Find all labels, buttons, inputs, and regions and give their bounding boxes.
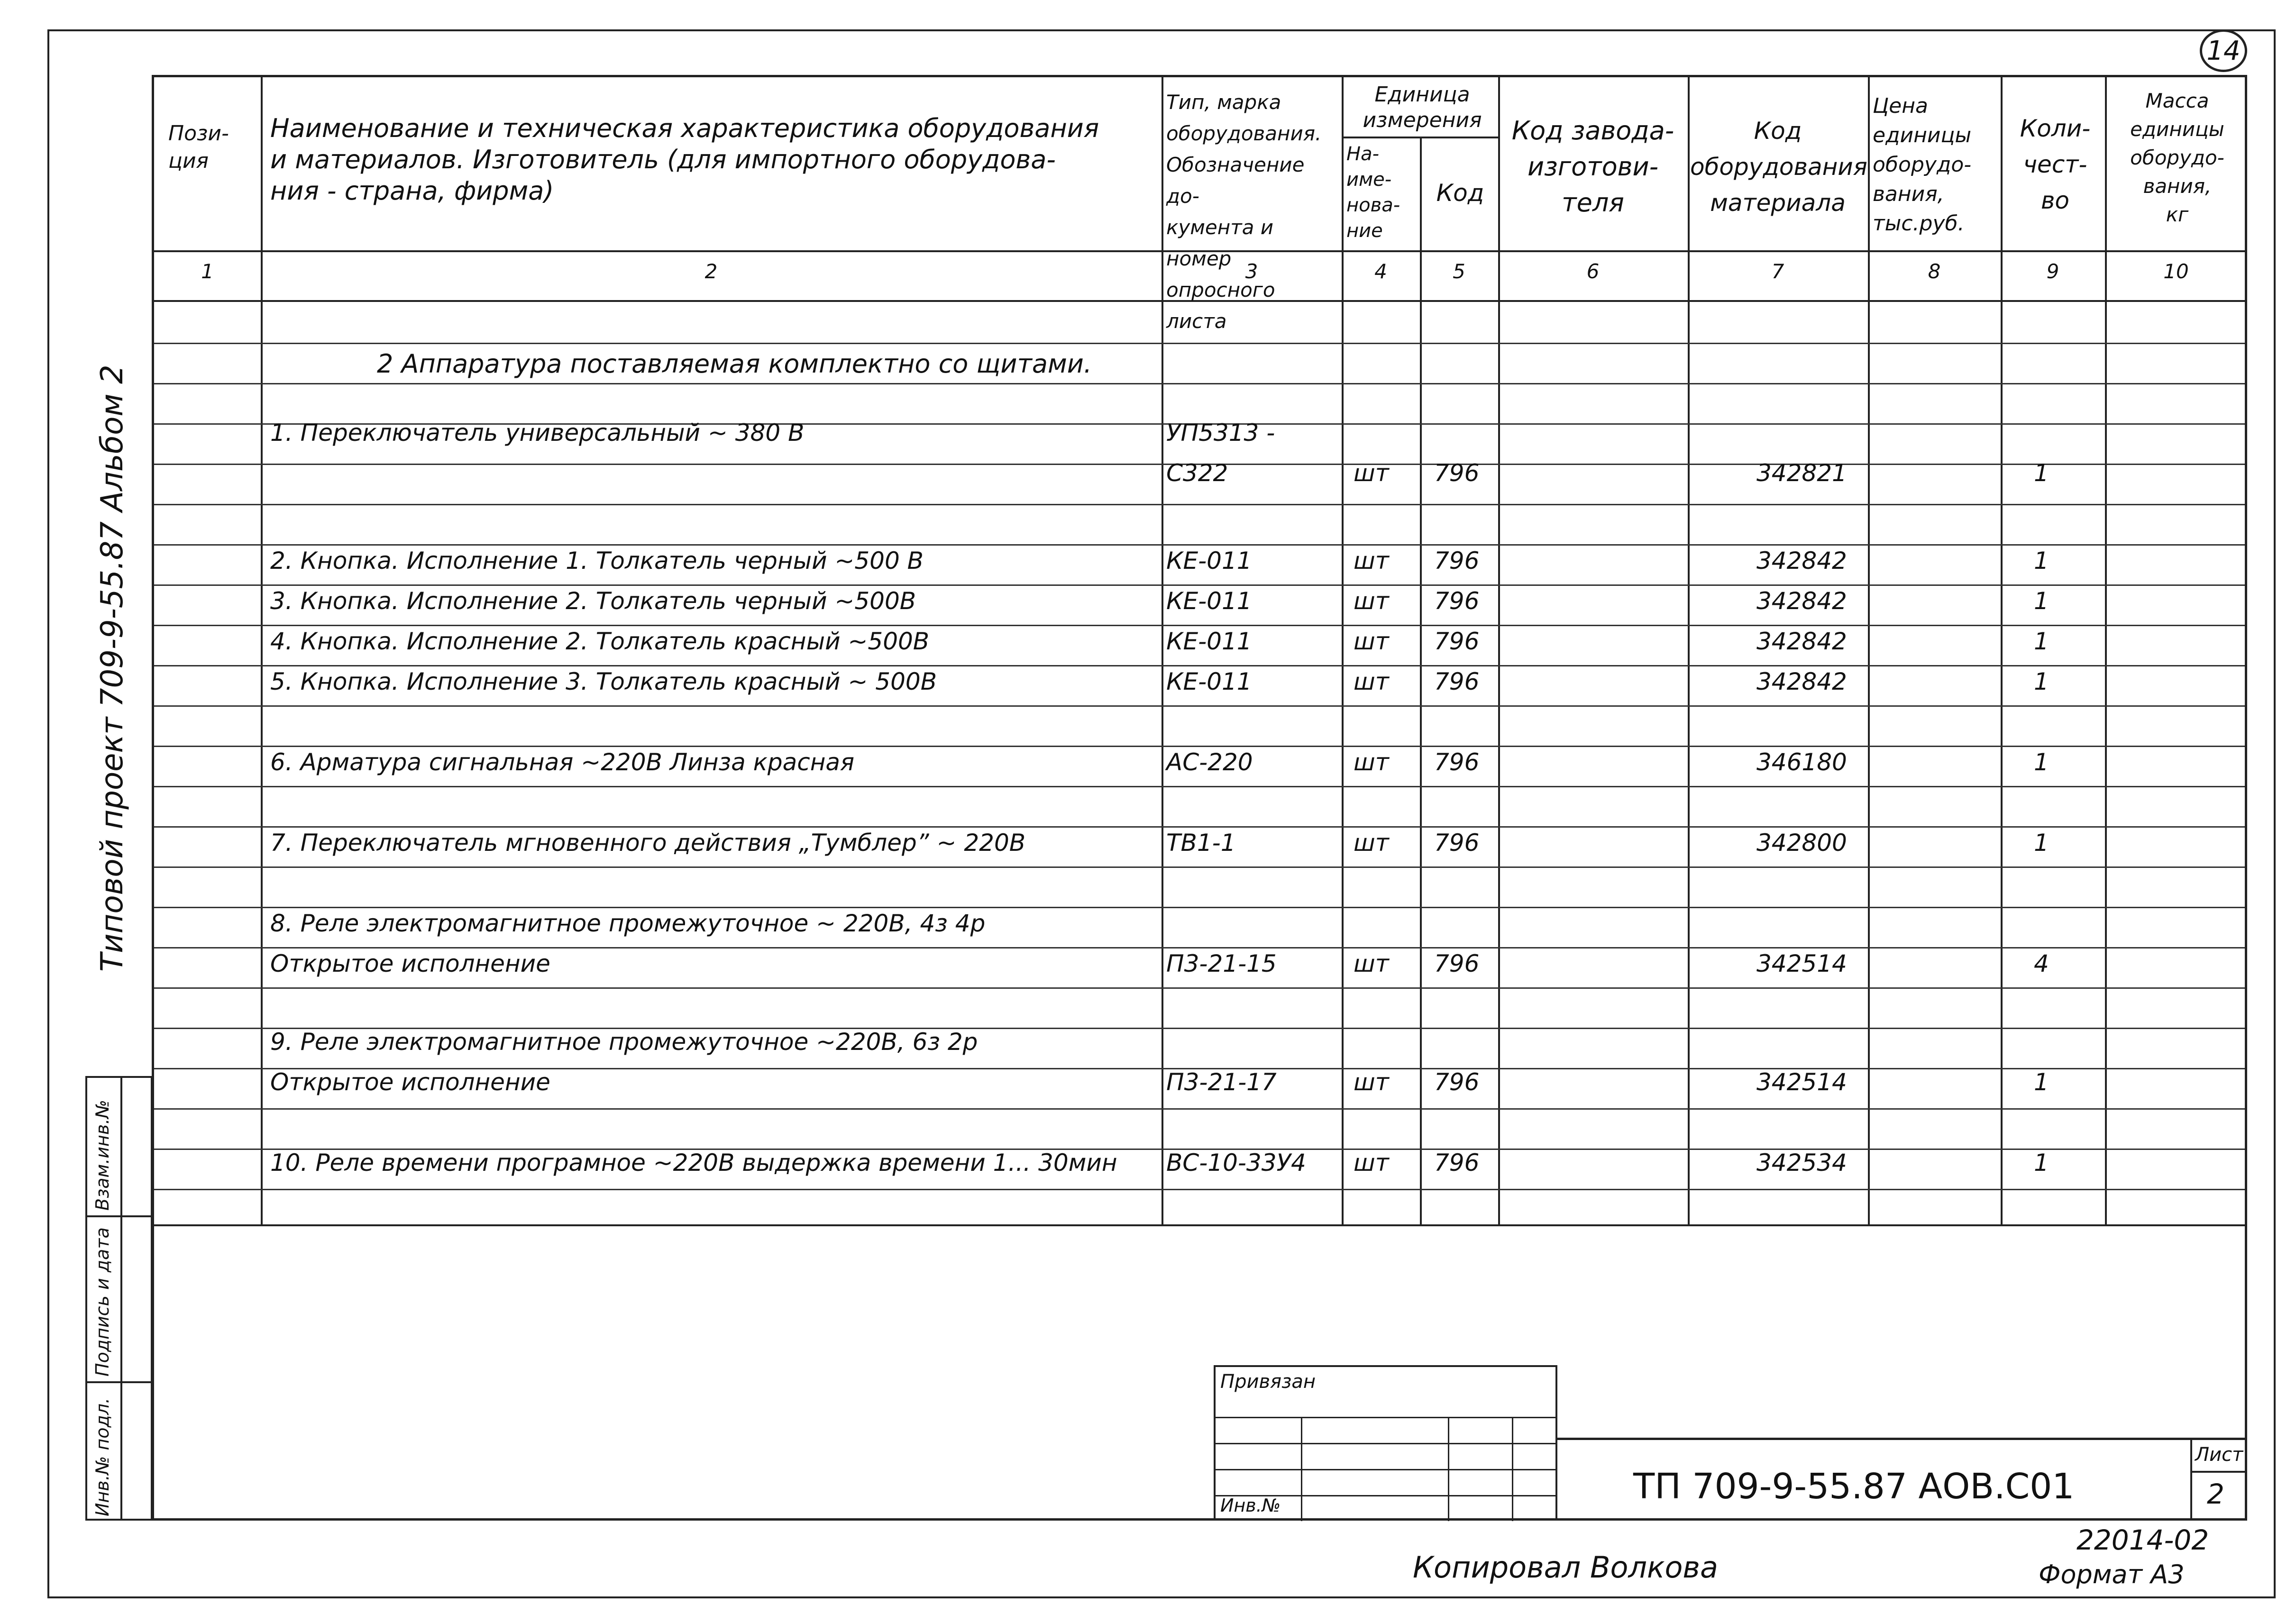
col-number: 8: [1928, 260, 1941, 283]
row-unit: шт: [1354, 1149, 1389, 1176]
row-unit: шт: [1354, 668, 1389, 695]
col-number: 5: [1453, 260, 1465, 283]
row-quantity: 1: [2034, 1149, 2049, 1176]
col-number: 3: [1245, 260, 1258, 283]
row-quantity: 1: [2034, 587, 2049, 615]
spec-table: [152, 75, 2247, 1521]
row-unit-code: 796: [1434, 587, 1480, 615]
order-number: 22014-02: [2076, 1524, 2209, 1556]
col-number: 4: [1374, 260, 1387, 283]
row-type: АС-220: [1166, 748, 1253, 776]
row-quantity: 1: [2034, 1068, 2049, 1096]
row-unit: шт: [1354, 547, 1389, 574]
row-equipment-code: 342514: [1756, 950, 1847, 977]
header-unit-name: На- име- нова- ние: [1346, 143, 1400, 242]
header-position: Пози- ция: [168, 121, 229, 173]
col-number: 1: [201, 260, 214, 283]
row-unit: шт: [1354, 587, 1389, 615]
header-price: Цена единицы оборудо- вания, тыс.руб.: [1873, 94, 1972, 236]
row-type: П3-21-17: [1166, 1068, 1277, 1096]
row-unit-code: 796: [1434, 547, 1480, 574]
row-type: КЕ-011: [1166, 668, 1252, 695]
copied-by: Копировал Волкова: [1413, 1550, 1718, 1585]
row-name: Открытое исполнение: [270, 1068, 550, 1096]
header-maker-code: Код завода- изготови- теля: [1511, 116, 1674, 218]
row-unit-code: 796: [1434, 628, 1480, 655]
row-name: Открытое исполнение: [270, 950, 550, 977]
row-name: 3. Кнопка. Исполнение 2. Толкатель черный ~500В: [270, 587, 916, 615]
sheet-number: 14: [2200, 29, 2247, 72]
row-unit: шт: [1354, 748, 1389, 776]
row-unit-code: 796: [1434, 829, 1480, 857]
document-code: ТП 709-9-55.87 АОВ.С01: [1633, 1466, 2075, 1507]
row-unit: шт: [1354, 829, 1389, 857]
margin-stamp: [85, 1076, 153, 1521]
format-label: Формат А3: [2039, 1559, 2185, 1589]
col-number: 2: [704, 260, 718, 283]
stamp-privyazan-label: Привязан: [1220, 1371, 1316, 1393]
row-equipment-code: 342842: [1756, 628, 1847, 655]
row-name: 6. Арматура сигнальная ~220В Линза красная: [270, 748, 855, 776]
header-quantity: Коли- чест- во: [2020, 115, 2091, 214]
row-quantity: 1: [2034, 748, 2049, 776]
col-number: 7: [1771, 260, 1784, 283]
col-number: 9: [2046, 260, 2059, 283]
list-number: 2: [2207, 1478, 2224, 1510]
row-quantity: 1: [2034, 547, 2049, 574]
row-unit: шт: [1354, 459, 1389, 487]
stamp-inv-label: Инв.№: [1220, 1495, 1281, 1516]
header-name: Наименование и техническая характеристика оборудования и материалов. Изготовитель (для импортного оборудова- ния - страна, фирма): [270, 113, 1099, 206]
row-name: 2. Кнопка. Исполнение 1. Толкатель черный ~500 В: [270, 547, 924, 574]
header-mass: Масса единицы оборудо- вания, кг: [2130, 89, 2224, 226]
stamp-label-sign: Подпись и дата: [92, 1227, 113, 1377]
title-block: [1557, 1438, 2247, 1521]
row-type: КЕ-011: [1166, 628, 1252, 655]
stamp-label-inv: Инв.№ подл.: [92, 1397, 113, 1516]
row-name: 7. Переключатель мгновенного действия „Тумблер” ~ 220В: [270, 829, 1026, 857]
row-name: 4. Кнопка. Исполнение 2. Толкатель красный ~500В: [270, 628, 930, 655]
header-unit-group: Единица измерения: [1363, 82, 1482, 132]
row-type: УП5313 -: [1166, 419, 1275, 447]
col-number: 6: [1586, 260, 1600, 283]
row-unit-code: 796: [1434, 748, 1480, 776]
row-type: П3-21-15: [1166, 950, 1277, 977]
row-name: 1. Переключатель универсальный ~ 380 В: [270, 419, 805, 447]
row-name: 9. Реле электромагнитное промежуточное ~220В, 6з 2р: [270, 1028, 978, 1056]
row-unit: шт: [1354, 628, 1389, 655]
section-title: 2 Аппаратура поставляемая комплектно со щитами.: [377, 349, 1092, 379]
row-equipment-code: 342514: [1756, 1068, 1847, 1096]
row-type: КЕ-011: [1166, 547, 1252, 574]
stamp-label-replace: Взам.инв.№: [92, 1100, 113, 1211]
row-quantity: 1: [2034, 829, 2049, 857]
row-name: 8. Реле электромагнитное промежуточное ~ 220В, 4з 4р: [270, 910, 986, 937]
row-equipment-code: 342842: [1756, 547, 1847, 574]
row-unit: шт: [1354, 950, 1389, 977]
row-name: 5. Кнопка. Исполнение 3. Толкатель красный ~ 500В: [270, 668, 937, 695]
row-unit-code: 796: [1434, 1149, 1480, 1176]
row-equipment-code: 346180: [1756, 748, 1847, 776]
row-unit-code: 796: [1434, 950, 1480, 977]
row-type: ТВ1-1: [1166, 829, 1236, 857]
header-type: Тип, марка оборудования. Обозначение до- кумента и номер опросного листа: [1166, 91, 1322, 333]
row-equipment-code: 342800: [1756, 829, 1847, 857]
list-label: Лист: [2195, 1444, 2243, 1466]
row-equipment-code: 342821: [1756, 459, 1847, 487]
vertical-project-title: Типовой проект 709-9-55.87 Альбом 2: [95, 365, 130, 972]
row-type: КЕ-011: [1166, 587, 1252, 615]
row-unit: шт: [1354, 1068, 1389, 1096]
row-quantity: 4: [2034, 950, 2049, 977]
stamp-privyazan: [1214, 1365, 1557, 1521]
col-number: 10: [2163, 260, 2189, 283]
row-unit-code: 796: [1434, 459, 1480, 487]
row-quantity: 1: [2034, 459, 2049, 487]
row-quantity: 1: [2034, 628, 2049, 655]
header-unit-code: Код: [1436, 179, 1484, 207]
row-equipment-code: 342842: [1756, 587, 1847, 615]
row-type: ВС-10-33У4: [1166, 1149, 1306, 1176]
row-equipment-code: 342534: [1756, 1149, 1847, 1176]
row-quantity: 1: [2034, 668, 2049, 695]
row-equipment-code: 342842: [1756, 668, 1847, 695]
row-unit-code: 796: [1434, 668, 1480, 695]
row-type: С322: [1166, 459, 1228, 487]
header-equipment-code: Код оборудования материала: [1690, 117, 1867, 217]
row-name: 10. Реле времени програмное ~220В выдержка времени 1... 30мин: [270, 1149, 1117, 1176]
row-unit-code: 796: [1434, 1068, 1480, 1096]
